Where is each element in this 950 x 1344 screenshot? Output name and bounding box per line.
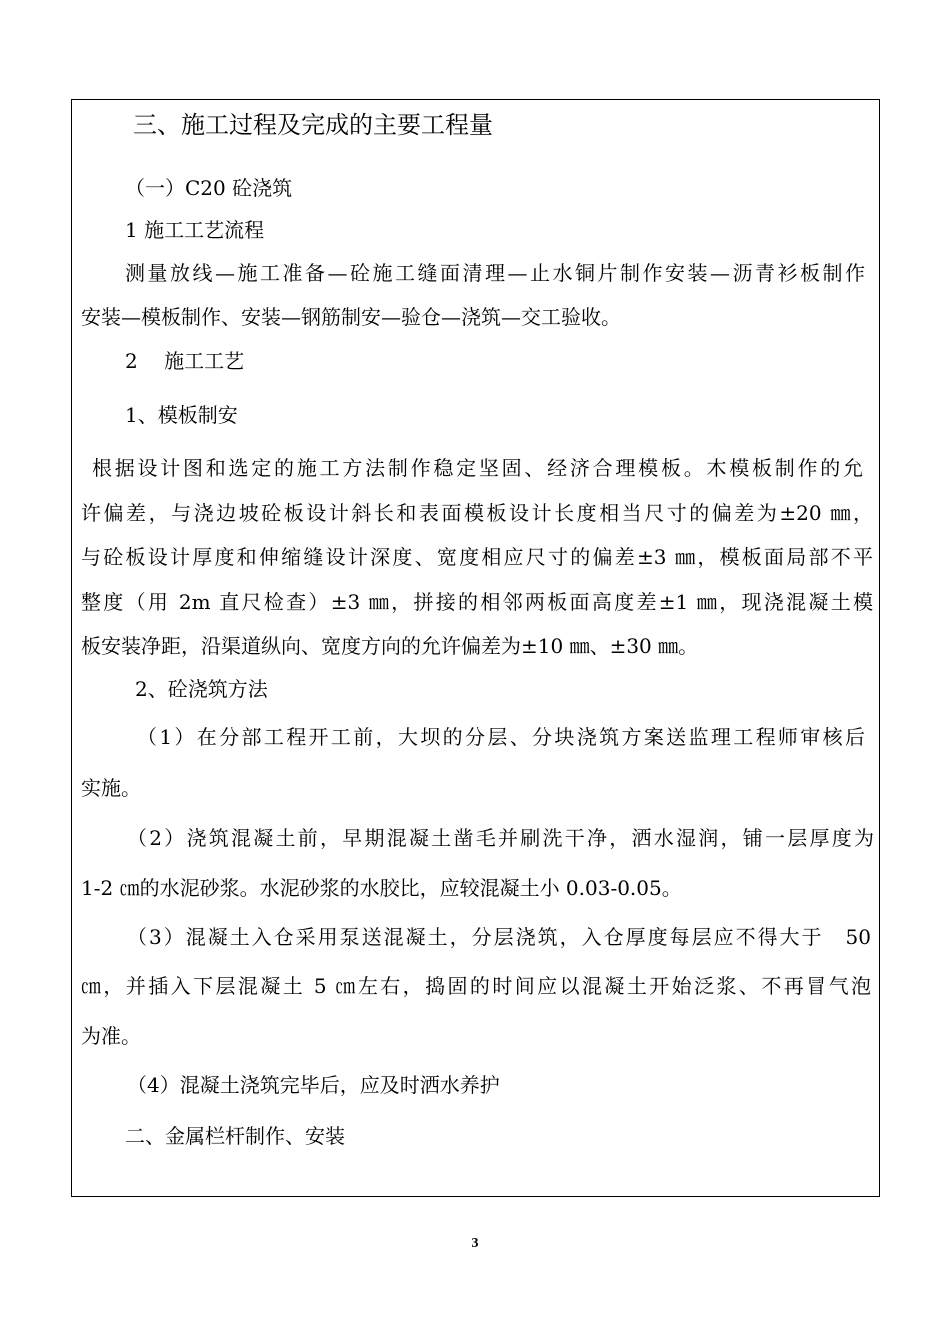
formwork-line-1: 根据设计图和选定的施工方法制作稳定坚固、经济合理模板。木模板制作的允 <box>92 456 863 480</box>
pouring-step-2-line-1: （2）浇筑混凝土前，早期混凝土凿毛并刷洗干净，洒水湿润，铺一层厚度为 <box>127 826 874 850</box>
page-number: 3 <box>471 1236 479 1251</box>
heading-c20-concrete: （一）C20 砼浇筑 <box>125 176 293 200</box>
pouring-step-1-line-1: （1）在分部工程开工前，大坝的分层、分块浇筑方案送监理工程师审核后 <box>137 725 865 749</box>
heading-technique: 2 施工工艺 <box>125 349 245 373</box>
pouring-step-3-line-2: ㎝，并插入下层混凝土 5 ㎝左右，捣固的时间应以混凝土开始泛浆、不再冒气泡 <box>81 974 871 998</box>
section-title: 三、施工过程及完成的主要工程量 <box>133 111 493 139</box>
pouring-step-2-line-2: 1-2 ㎝的水泥砂浆。水泥砂浆的水胶比，应较混凝土小 0.03-0.05。 <box>81 876 682 900</box>
heading-formwork: 1、模板制安 <box>125 403 238 427</box>
formwork-line-3: 与砼板设计厚度和伸缩缝设计深度、宽度相应尺寸的偏差±3 ㎜，模板面局部不平 <box>81 545 873 569</box>
heading-pouring-method: 2、砼浇筑方法 <box>135 677 268 701</box>
formwork-line-4: 整度（用 2m 直尺检查）±3 ㎜，拼接的相邻两板面高度差±1 ㎜，现浇混凝土模 <box>81 590 873 614</box>
pouring-step-4: （4）混凝土浇筑完毕后，应及时洒水养护 <box>127 1073 500 1097</box>
pouring-step-1-line-2: 实施。 <box>81 776 141 800</box>
heading-metal-railing: 二、金属栏杆制作、安装 <box>125 1124 345 1148</box>
formwork-line-2: 许偏差，与浇边坡砼板设计斜长和表面模板设计长度相当尺寸的偏差为±20 ㎜， <box>81 501 873 525</box>
formwork-line-5: 板安装净距，沿渠道纵向、宽度方向的允许偏差为±10 ㎜、±30 ㎜。 <box>81 634 699 658</box>
process-flow-line-2: 安装—模板制作、安装—钢筋制安—验仓—浇筑—交工验收。 <box>81 305 621 329</box>
pouring-step-3-line-3: 为准。 <box>81 1024 141 1048</box>
pouring-step-3-line-1: （3）混凝土入仓采用泵送混凝土，分层浇筑，入仓厚度每层应不得大于 50 <box>127 925 871 949</box>
process-flow-line-1: 测量放线—施工准备—砼施工缝面清理—止水铜片制作安装—沥青衫板制作 <box>125 261 865 285</box>
heading-process-flow: 1 施工工艺流程 <box>125 218 265 242</box>
